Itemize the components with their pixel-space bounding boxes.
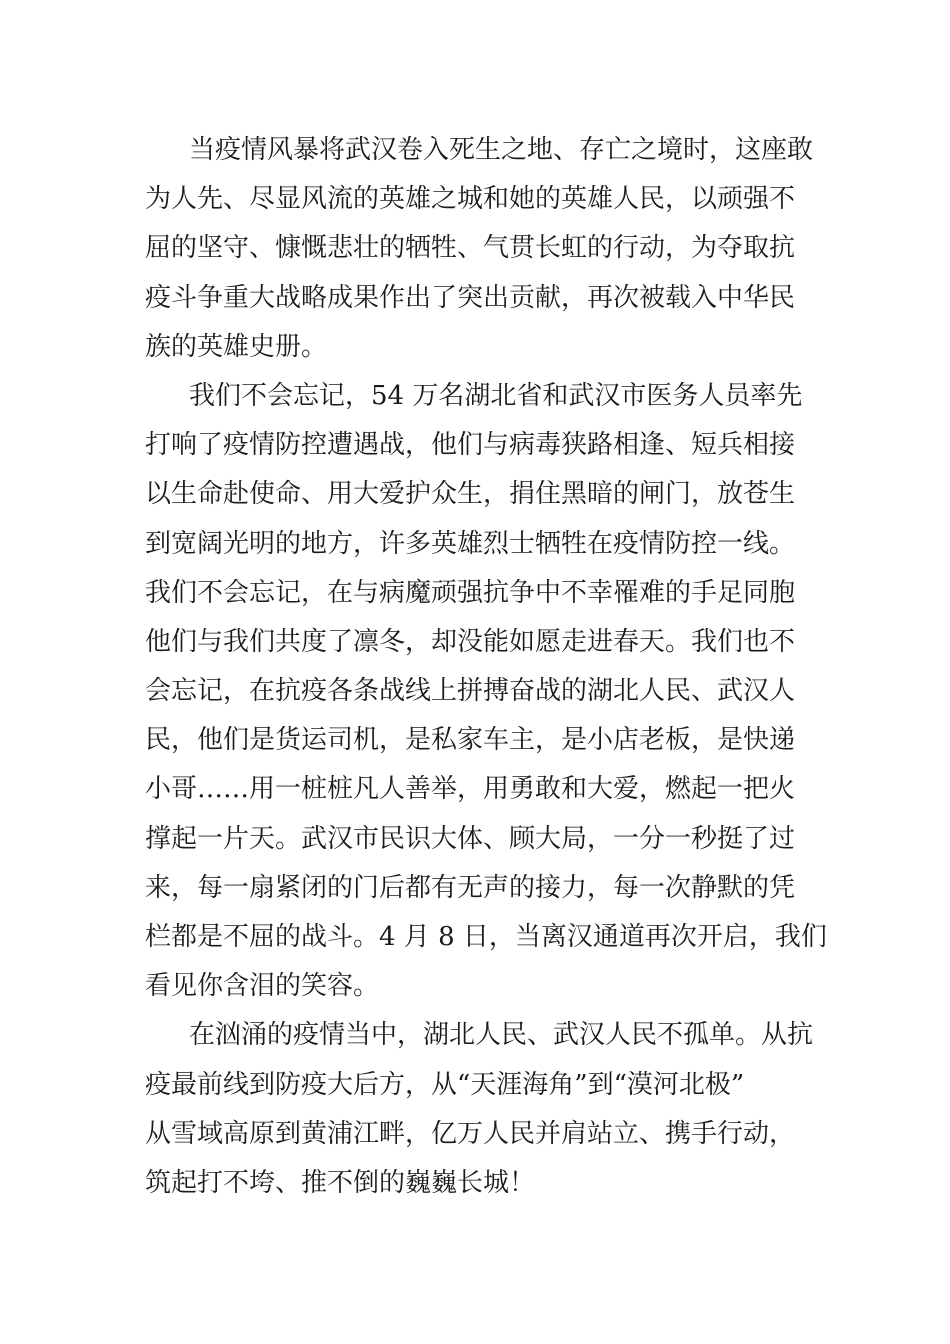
text-line: 我们不会忘记，54 万名湖北省和武汉市医务人员率先: [189, 380, 803, 411]
text-line: 会忘记，在抗疫各条战线上拼搏奋战的湖北人民、武汉人: [145, 676, 796, 707]
text-line: 在汹涌的疫情当中，湖北人民、武汉人民不孤单。从抗: [189, 1020, 814, 1051]
text-line: 他们与我们共度了凛冬，却没能如愿走进春天。我们也不: [145, 626, 796, 657]
document-body: [145, 126, 827, 1208]
text-line: 屈的坚守、慷慨悲壮的牺牲、气贯长虹的行动，为夺取抗: [145, 233, 796, 264]
text-line: 从雪域高原到黄浦江畔，亿万人民并肩站立、携手行动，: [145, 1118, 796, 1149]
paragraph-1: [145, 126, 814, 372]
text-line: 到宽阔光明的地方，许多英雄烈士牺牲在疫情防控一线。: [145, 528, 796, 559]
text-line: 撑起一片天。武汉市民识大体、顾大局，一分一秒挺了过: [145, 823, 796, 854]
text-line: 看见你含泪的笑容。: [145, 971, 380, 1002]
text-line: 疫斗争重大战略成果作出了突出贡献，再次被载入中华民: [145, 282, 796, 313]
text-line: 当疫情风暴将武汉卷入死生之地、存亡之境时，这座敢: [189, 135, 814, 165]
text-line: 来，每一扇紧闭的门后都有无声的接力，每一次静默的凭: [145, 872, 796, 903]
text-line: 以生命赴使命、用大爱护众生，捐住黑暗的闸门，放苍生: [145, 479, 796, 510]
paragraph-3: [145, 1011, 814, 1208]
text-line: 筑起打不垮、推不倒的巍巍长城！: [145, 1167, 536, 1198]
text-line: 我们不会忘记，在与病魔顽强抗争中不幸罹难的手足同胞: [145, 577, 796, 608]
paragraph-2: [145, 372, 827, 1011]
text-line: 疫最前线到防疫大后方，从“天涯海角”到“漠河北极”: [145, 1069, 745, 1100]
text-line: 为人先、尽显风流的英雄之城和她的英雄人民，以顽强不: [145, 184, 796, 215]
text-line: 小哥……用一桩桩凡人善举，用勇敢和大爱，燃起一把火: [145, 774, 796, 805]
text-line: 族的英雄史册。: [145, 331, 328, 362]
text-line: 民，他们是货运司机，是私家车主，是小店老板，是快递: [145, 725, 796, 756]
text-line: 打响了疫情防控遭遇战，他们与病毒狭路相逢、短兵相接: [145, 430, 796, 461]
text-line: 栏都是不屈的战斗。4 月 8 日，当离汉通道再次开启，我们: [145, 922, 827, 952]
